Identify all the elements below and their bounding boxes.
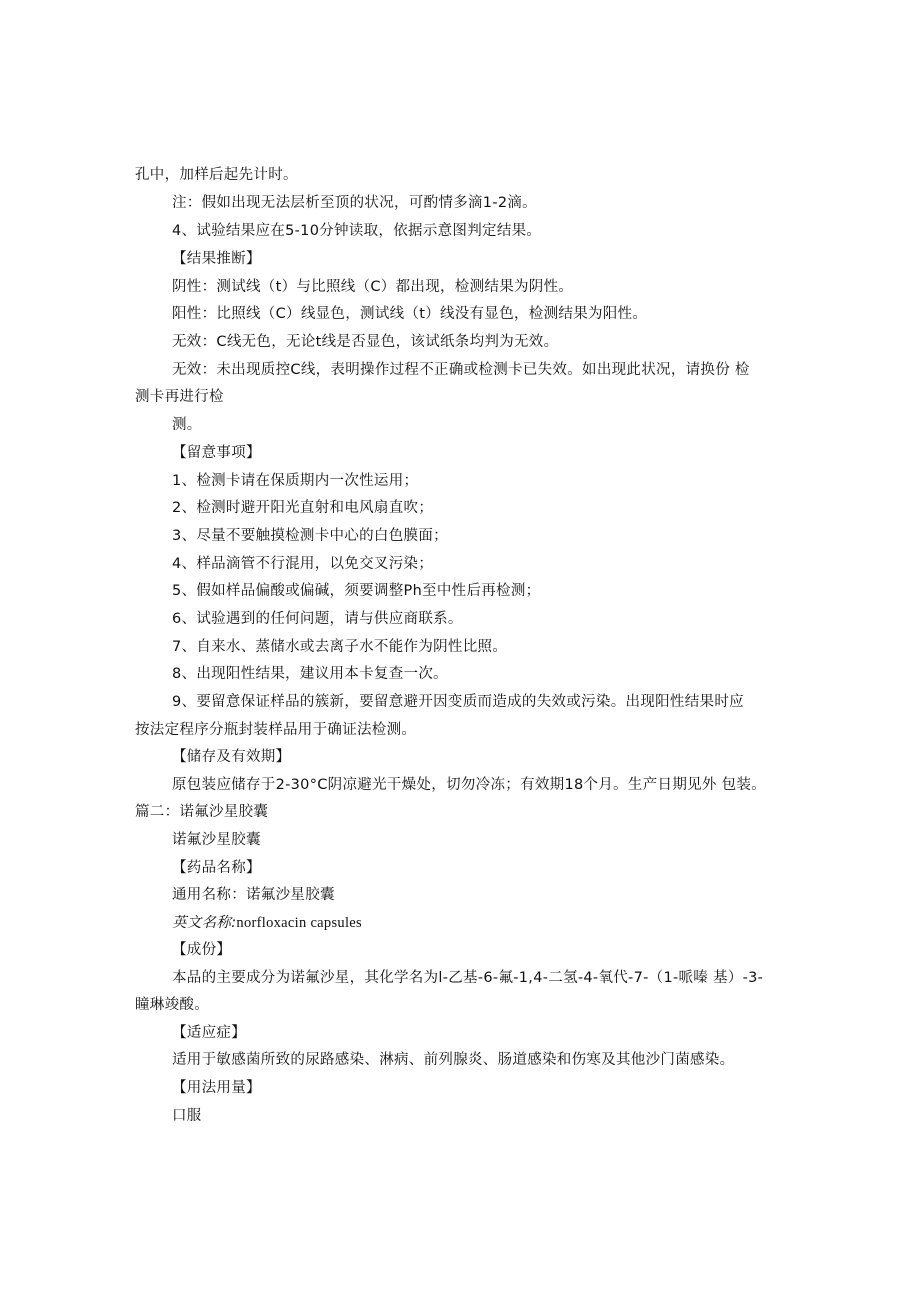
list-item: 2、检测时避开阳光直射和电风扇直吹； — [172, 500, 434, 516]
drug-title: 诺氟沙星胶囊 — [172, 832, 261, 848]
section-heading: 【药品名称】 — [172, 860, 261, 876]
text-line: 测。 — [172, 417, 202, 433]
generic-name-line: 通用名称：诺氟沙星胶囊 — [172, 887, 335, 903]
list-item: 1、检测卡请在保质期内一次性运用； — [172, 473, 419, 489]
english-name-value: norfloxacin capsules — [236, 915, 362, 931]
text-line: 4、试验结果应在5-10分钟读取，依据示意图判定结果。 — [172, 223, 542, 239]
text-line: 按法定程序分瓶封装样品用于确证法检测。 — [135, 722, 417, 738]
result-negative-line: 阴性：测试线（t）与比照线（C）都出现，检测结果为阴性。 — [172, 279, 574, 295]
text-line: 瞳琳竣酸。 — [135, 997, 209, 1013]
text-line: 孔中，加样后起先计时。 — [135, 167, 298, 183]
english-name-line — [172, 913, 362, 933]
section-heading: 【适应症】 — [172, 1025, 246, 1041]
list-item: 8、出现阳性结果，建议用本卡复查一次。 — [172, 666, 448, 682]
text-line: 口服 — [172, 1108, 202, 1124]
result-invalid-line: 无效：未出现质控C线，表明操作过程不正确或检测卡已失效。如出现此状况，请换份 检 — [172, 362, 750, 378]
section-heading: 【留意事项】 — [172, 445, 261, 461]
storage-line: 原包装应储存于2-30°C阴凉避光干燥处，切勿冷冻；有效期18个月。生产日期见外 包装。 — [172, 777, 767, 793]
chapter-title: 篇二：诺氟沙星胶囊 — [135, 804, 269, 820]
section-heading: 【用法用量】 — [172, 1080, 261, 1096]
section-heading: 【结果推断】 — [172, 251, 261, 267]
ingredient-line: 本品的主要成分为诺氟沙星，其化学名为l-乙基-6-氟-1,4-二氢-4-氧代-7-（1-哌嗪 基）-3- — [172, 970, 764, 986]
list-item: 3、尽量不要触摸检测卡中心的白色膜面； — [172, 528, 448, 544]
result-invalid-line: 无效：C线无色，无论t线是否显色，该试纸条均判为无效。 — [172, 334, 559, 350]
list-item: 6、试验遇到的任何问题，请与供应商联系。 — [172, 611, 463, 627]
list-item: 9、要留意保证样品的簇新，要留意避开因变质而造成的失效或污染。出现阳性结果时应 — [172, 694, 744, 710]
section-heading: 【成份】 — [172, 942, 232, 958]
section-heading: 【储存及有效期】 — [172, 749, 291, 765]
list-item: 4、样品滴管不行混用，以免交叉污染； — [172, 556, 434, 572]
indication-line: 适用于敏感菌所致的尿路感染、淋病、前列腺炎、肠道感染和伤寒及其他沙门菌感染。 — [172, 1052, 735, 1068]
list-item: 7、自来水、蒸储水或去离子水不能作为阴性比照。 — [172, 639, 508, 655]
result-positive-line: 阳性：比照线（C）线显色，测试线（t）线没有显色，检测结果为阳性。 — [172, 306, 648, 322]
note-line: 注：假如出现无法层析至顶的状况，可酌情多滴1-2滴。 — [172, 195, 537, 211]
text-line: 测卡再进行检 — [135, 389, 224, 405]
list-item: 5、假如样品偏酸或偏碱，须要调整Ph至中性后再检测； — [172, 583, 541, 599]
english-name-label: 英文名称: — [172, 915, 237, 931]
